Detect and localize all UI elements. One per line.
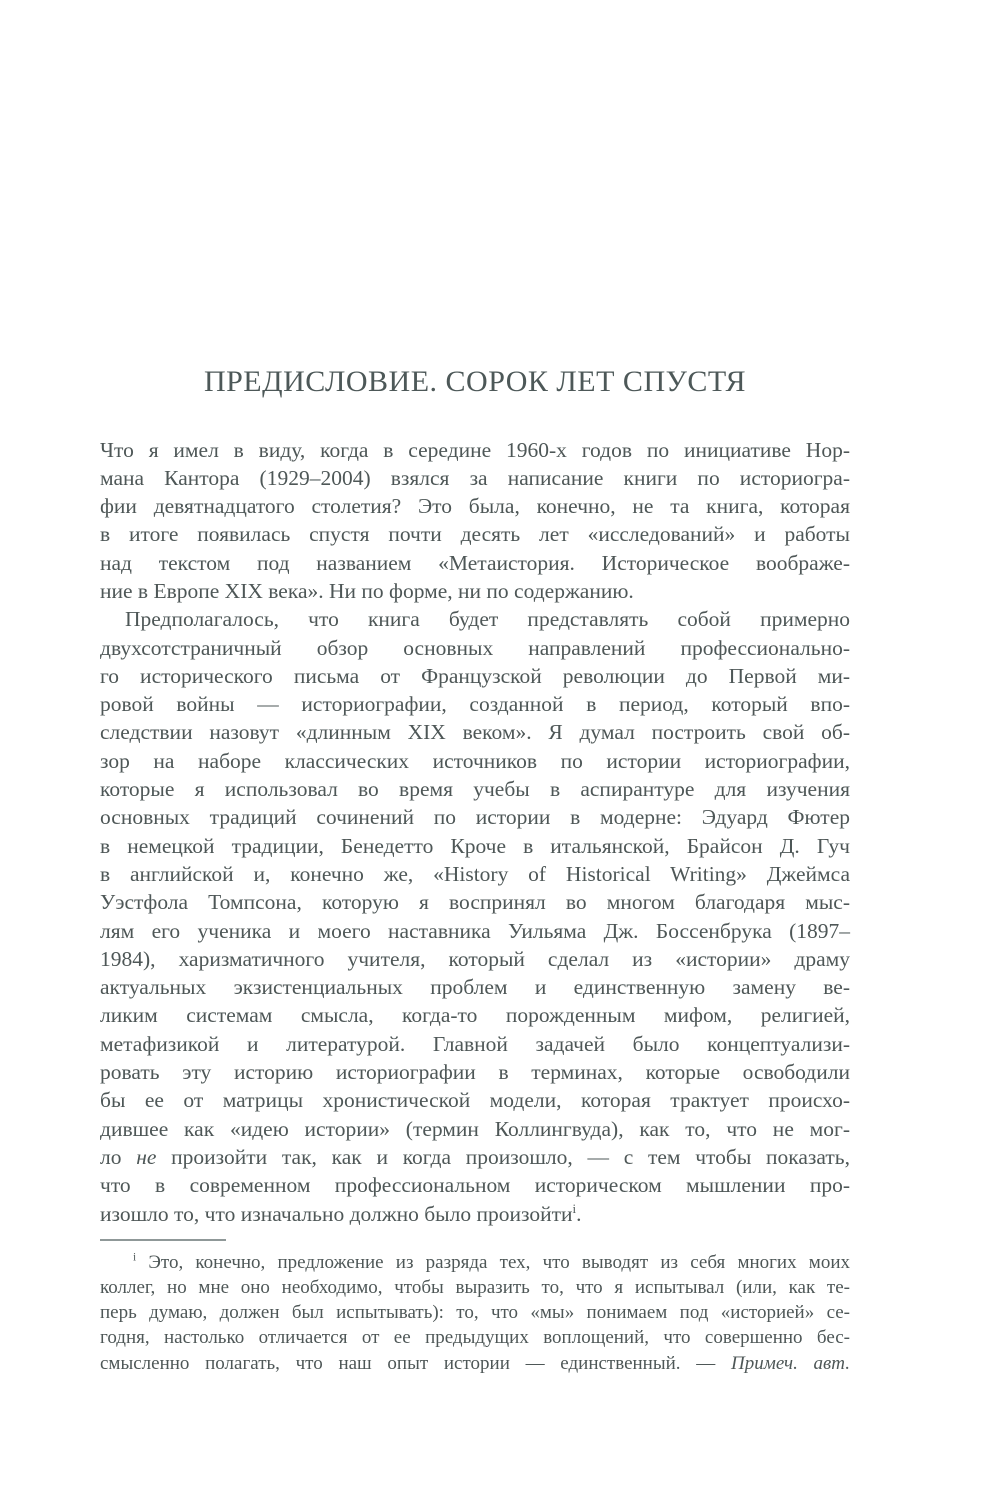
text-segment: . [576,1201,582,1226]
text-line [100,803,850,831]
text-segment: в итоге появилась спустя почти десять лет «исследований» и работы [100,522,850,547]
text-line [100,1086,850,1114]
text-segment: ние в Европе XIX века». Ни по форме, ни по содержанию. [100,578,634,603]
text-line [100,973,850,1001]
text-line [100,1143,850,1171]
text-line [100,860,850,888]
text-segment: фии девятнадцатого столетия? Это была, конечно, не та книга, которая [100,494,850,519]
footnote-separator [100,1239,226,1241]
text-segment: ровать эту историю историографии в терминах, которые освободили [100,1060,850,1085]
text-line [100,917,850,945]
text-segment: Что я имел в виду, когда в середине 1960-х годов по инициативе Нор- [100,437,850,462]
text-line [100,718,850,746]
text-segment: зор на наборе классических источников по истории историографии, [100,748,850,773]
text-segment: Уэстфола Томпсона, которую я воспринял во многом благодаря мыс- [100,890,850,915]
text-segment: что в современном профессиональном историческом мышлении про- [100,1173,850,1198]
text-line [100,747,850,775]
text-line [100,492,850,520]
text-segment: ло [100,1144,137,1169]
footnote-marker: i [572,1201,577,1216]
text-line [100,577,850,605]
text-line [100,775,850,803]
emphasis-text: не [136,1144,157,1169]
text-segment: следствии назовут «длинным XIX веком». Я думал построить свой об- [100,720,850,745]
text-line [100,832,850,860]
text-segment: лям его ученика и моего наставника Уильяма Дж. Боссенбрука (1897– [100,918,850,943]
footnote-text [100,1250,850,1376]
text-segment: смысленно полагать, что наш опыт истории — единственный. — [100,1352,731,1374]
text-segment: коллег, но мне оно необходимо, чтобы выразить то, что я испытывал (или, как те- [100,1277,850,1299]
text-line [100,888,850,916]
chapter-title: ПРЕДИСЛОВИЕ. СОРОК ЛЕТ СПУСТЯ [203,365,747,398]
body-text [100,436,850,1228]
emphasis-text: Примеч. авт. [730,1352,850,1374]
text-line [100,690,850,718]
text-line [100,662,850,690]
text-line [100,549,850,577]
text-segment: Предполагалось, что книга будет представлять собой примерно [125,607,850,632]
text-line [100,1171,850,1199]
text-line [100,1300,850,1325]
text-segment: над текстом под названием «Метаистория. Историческое воображе- [100,550,850,575]
text-segment: двухсотстраничный обзор основных направлений профессионально- [100,635,850,660]
text-segment: произойти так, как и когда произошло, — с тем чтобы показать, [156,1144,850,1169]
text-segment: годня, настолько отличается от ее предыдущих воплощений, что совершенно бес- [100,1327,850,1349]
footnote-marker: i [133,1251,137,1264]
text-segment: ровой войны — историографии, созданной в период, который впо- [100,692,850,717]
text-line [100,1030,850,1058]
text-line [100,1275,850,1300]
text-line [100,1058,850,1086]
text-line [100,464,850,492]
text-line [100,945,850,973]
text-line [100,1250,850,1275]
text-segment: в английской и, конечно же, «History of Historical Writing» Джеймса [100,861,850,886]
text-block [100,366,850,1376]
text-segment: изошло то, что изначально должно было произойти [100,1201,573,1226]
text-line [100,1115,850,1143]
text-line [100,1351,850,1376]
text-line [100,605,850,633]
text-segment: перь думаю, должен был испытывать): то, что «мы» понимаем под «историей» се- [100,1302,850,1324]
text-segment: в немецкой традиции, Бенедетто Кроче в итальянской, Брайсон Д. Гуч [100,833,850,858]
text-segment: бы ее от матрицы хронистической модели, которая трактует происхо- [100,1088,850,1113]
text-line [100,436,850,464]
text-segment: основных традиций сочинений по истории в модерне: Эдуард Фютер [100,805,850,830]
text-segment: метафизикой и литературой. Главной задачей было концептуализи- [100,1031,850,1056]
text-segment: ликим системам смысла, когда-то порожденным мифом, религией, [100,1003,850,1028]
text-line [100,520,850,548]
text-segment: актуальных экзистенциальных проблем и единственную замену ве- [100,975,850,1000]
text-line [100,1200,850,1228]
text-line [100,1001,850,1029]
text-line [100,634,850,662]
text-segment: которые я использовал во время учебы в аспирантуре для изучения [100,777,850,802]
text-segment: дившее как «идею истории» (термин Коллингвуда), как то, что не мог- [100,1116,850,1141]
text-segment: мана Кантора (1929–2004) взялся за написание книги по историогра- [100,465,850,490]
text-segment: го исторического письма от Французской революции до Первой ми- [100,663,850,688]
text-line [100,1325,850,1350]
text-segment: Это, конечно, предложение из разряда тех, что выводят из себя многих моих [136,1251,850,1273]
text-segment: 1984), харизматичного учителя, который сделал из «истории» драму [100,946,850,971]
